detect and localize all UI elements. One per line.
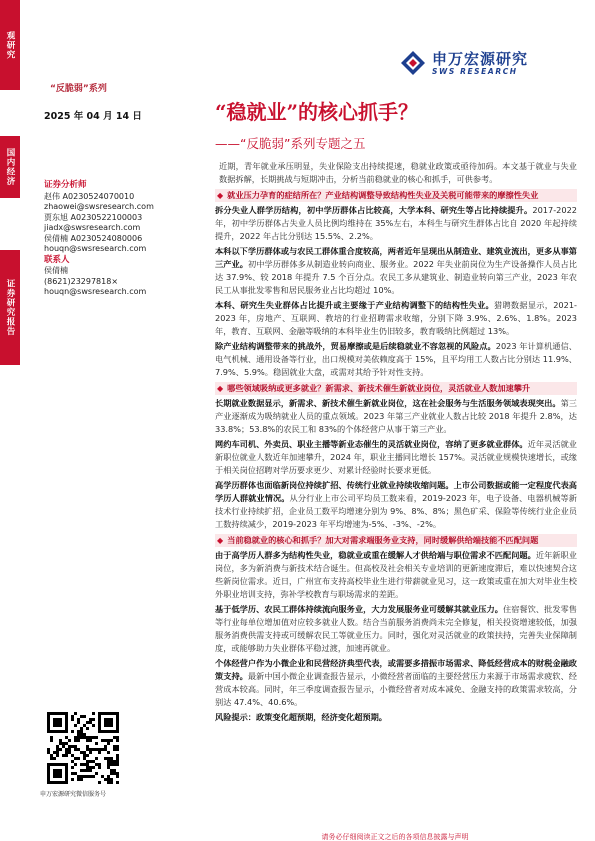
logo-cn-text: 申万宏源研究 xyxy=(432,49,529,68)
section-question: ◆ 当前稳就业的核心和抓手？加大对需求端服务业支持，同时缓解供给端技能不匹配问题 xyxy=(215,534,577,547)
series-label: “反脆弱”系列 xyxy=(50,84,107,94)
report-summary xyxy=(215,160,577,726)
diamond-bullet-icon: ◆ xyxy=(217,384,224,393)
sws-logo-icon xyxy=(400,50,426,76)
section-paragraph: 本科、研究生失业群体占比提升或主要缘于产业结构调整下的结构性失业。猎聘数据显示，2021-2023 年，房地产、互联网、教培的行业招聘需求收缩，分别下降 3.9%、2.6%、1.8%。2023 年，教育、互联网、金融等吸纳的本科毕业生仍旧较多，教育吸纳比例超过 13%。 xyxy=(215,300,577,336)
contact-header: 联系人 xyxy=(44,254,70,265)
logo-en-text: SWS RESEARCH xyxy=(432,66,518,76)
intro-paragraph: 近期，青年就业承压明显，失业保险支出持续提速，稳就业政策或亟待加码。本文基于就业与失业数据拆解，长期挑战与短期冲击，分析当前稳就业的核心和抓手，可供参考。 xyxy=(219,161,577,184)
analyst-line: 赵伟 A0230524070010 xyxy=(44,191,135,201)
section-3 xyxy=(215,534,577,709)
analyst-line: 贾东旭 A0230522100003 xyxy=(44,212,143,222)
section-paragraph: 本科以下学历群体或与农民工群体重合度较高，两者近年呈现出从制造业、建筑业流出，更多从事第三产业。初中学历群体多从制造业转向商业、服务业。2022 年失业前岗位为生产设备操作人员占比达 37.9%、较 2018 年提升 7.5 个百分点。农民工多从建筑业、制造业转向第三产业，2023 年农民工从事批发零售和居民服务业占比均超过 10%。 xyxy=(215,246,577,295)
section-1 xyxy=(215,189,577,379)
side-tab-research-report: 证券研究报告 xyxy=(0,250,20,365)
contact-line: 侯倩楠 xyxy=(44,266,68,275)
diamond-bullet-icon: ◆ xyxy=(217,191,224,200)
qr-caption: 申万宏源研究微信服务号 xyxy=(40,791,107,798)
side-tab-bar xyxy=(0,0,26,841)
section-question: ◆ 就业压力孕育的症结所在？产业结构调整导致结构性失业及关税可能带来的摩擦性失业 xyxy=(215,189,577,202)
contact-email[interactable]: houqn@swsresearch.com xyxy=(44,287,147,296)
analyst-email[interactable]: jiadx@swsresearch.com xyxy=(44,223,141,232)
section-paragraph: 拆分失业人群学历结构，初中学历群体占比较高，大学本科、研究生等占比持续提升。2017-2022 年，初中学历群体占失业人员比例均维持在 35%左右，本科生与研究生群体占比自 2020 年起持续提升，2022 年占比分别达 15.5%、2.2%。 xyxy=(215,205,577,241)
contact-line: (8621)23297818× xyxy=(44,276,119,286)
footer-disclaimer[interactable]: 请务必仔细阅读正文之后的各项信息披露与声明 xyxy=(321,833,469,841)
analyst-email[interactable]: zhaowei@swsresearch.com xyxy=(44,202,154,211)
analyst-header: 证券分析师 xyxy=(44,180,87,190)
side-tab-macro: 观研究 xyxy=(0,0,20,90)
report-date: 2025 年 04 月 14 日 xyxy=(44,111,142,122)
section-paragraph: 基于低学历、农民工群体持续流向服务业，大力发展服务业可缓解其就业压力。住宿餐饮、批发零售等行业每单位增加值对应较多就业人数。结合当前服务消费尚未完全修复，相关投资增速较低，加强服务消费供需支持或可缓解农民工等就业压力。同时，强化对灵活就业的政策扶持，完善失业保障制度，或能够助力失业群体平稳过渡，加速再就业。 xyxy=(215,604,577,653)
qr-code xyxy=(47,712,119,784)
page-subtitle: ——“反脆弱”系列专题之五 xyxy=(215,136,366,151)
analyst-line: 侯倩楠 A0230524080006 xyxy=(44,233,143,243)
section-paragraph: 高学历群体也面临新岗位持续扩招、传统行业就业持续收缩问题。上市公司数据或能一定程度代表高学历人群就业情况。从分行业上市公司平均员工数来看，2019-2023 年，电子设备、电器机械等新技术行业持续扩招，企业员工数平均增速分别为 9%、8%、8%；黑色矿采、保险等传统行业企业员工数持续减少，2019-2023 年平均增速为-5%、-3%、-2%。 xyxy=(215,480,577,529)
analyst-email[interactable]: houqn@swsresearch.com xyxy=(44,244,147,253)
section-paragraph: 网约车司机、外卖员、职业主播等新业态催生的灵活就业岗位，容纳了更多就业群体。近年灵活就业新职位就业人数近年加速攀升，2024 年，职业主播同比增长 157%。灵活就业规模快速增长，或缘于相关岗位招聘对学历要求更少、对累计经验时长要求更低。 xyxy=(215,439,577,475)
risk-warning: 风险提示：政策变化超预期，经济变化超预期。 xyxy=(215,712,387,722)
section-paragraph: 由于高学历人群多为结构性失业，稳就业或重在缓解人才供给端与职位需求不匹配问题。近年新职业岗位，多为新消费与新技术结合诞生。但高校及社会相关专业培训的更新速度滞后，难以快速契合这些新岗位需求。近日，广州宣布支持高校毕业生进行带薪就业见习，这一政策或重在加大对毕业生校外职业培训支持，弥补学校教育与职场需求的差距。 xyxy=(215,550,577,599)
side-tab-domestic-economy: 国内经济 xyxy=(0,136,20,198)
section-2 xyxy=(215,382,577,531)
page-title: “稳就业”的核心抓手？ xyxy=(215,100,419,124)
section-paragraph: 除产业结构调整带来的挑战外，贸易摩擦或是后续稳就业不容忽视的风险点。2023 年计算机通信、电气机械、通用设备等行业，出口规模对美依赖度高于 15%，且平均用工人数占比分别达 11.9%、7.9%、5.9%。稳固就业大盘，或需对其给予针对性支持。 xyxy=(215,341,577,377)
diamond-bullet-icon: ◆ xyxy=(217,536,224,545)
section-paragraph: 长期就业数据显示，新需求、新技术催生新就业岗位，这在社会服务与生活服务领域表现突出。第三产业逐渐成为吸纳就业人员的重点领域。2023 年第三产业就业人数占比较 2018 年提升 2.8%，达 33.8%；53.8%的农民工和 83%的个体经营户从事于第三产业。 xyxy=(215,398,577,434)
sws-logo xyxy=(400,48,568,78)
analyst-block xyxy=(44,180,204,298)
section-question: ◆ 哪些领域吸纳或更多就业？新需求、新技术催生新就业岗位，灵活就业人数加速攀升 xyxy=(215,382,577,395)
section-paragraph: 个体经营户作为小微企业和民营经济典型代表，或需要多措振市场需求、降低经营成本的财税金融政策支持。最新中国小微企业调查报告显示，小微经营者面临的主要经营压力来源于市场需求疲软、经营成本较高。同时，年三季度调查报告显示，小微经营者对成本减免、金融支持的政策需求较高，分别达 47.4%、40.6%。 xyxy=(215,658,577,707)
